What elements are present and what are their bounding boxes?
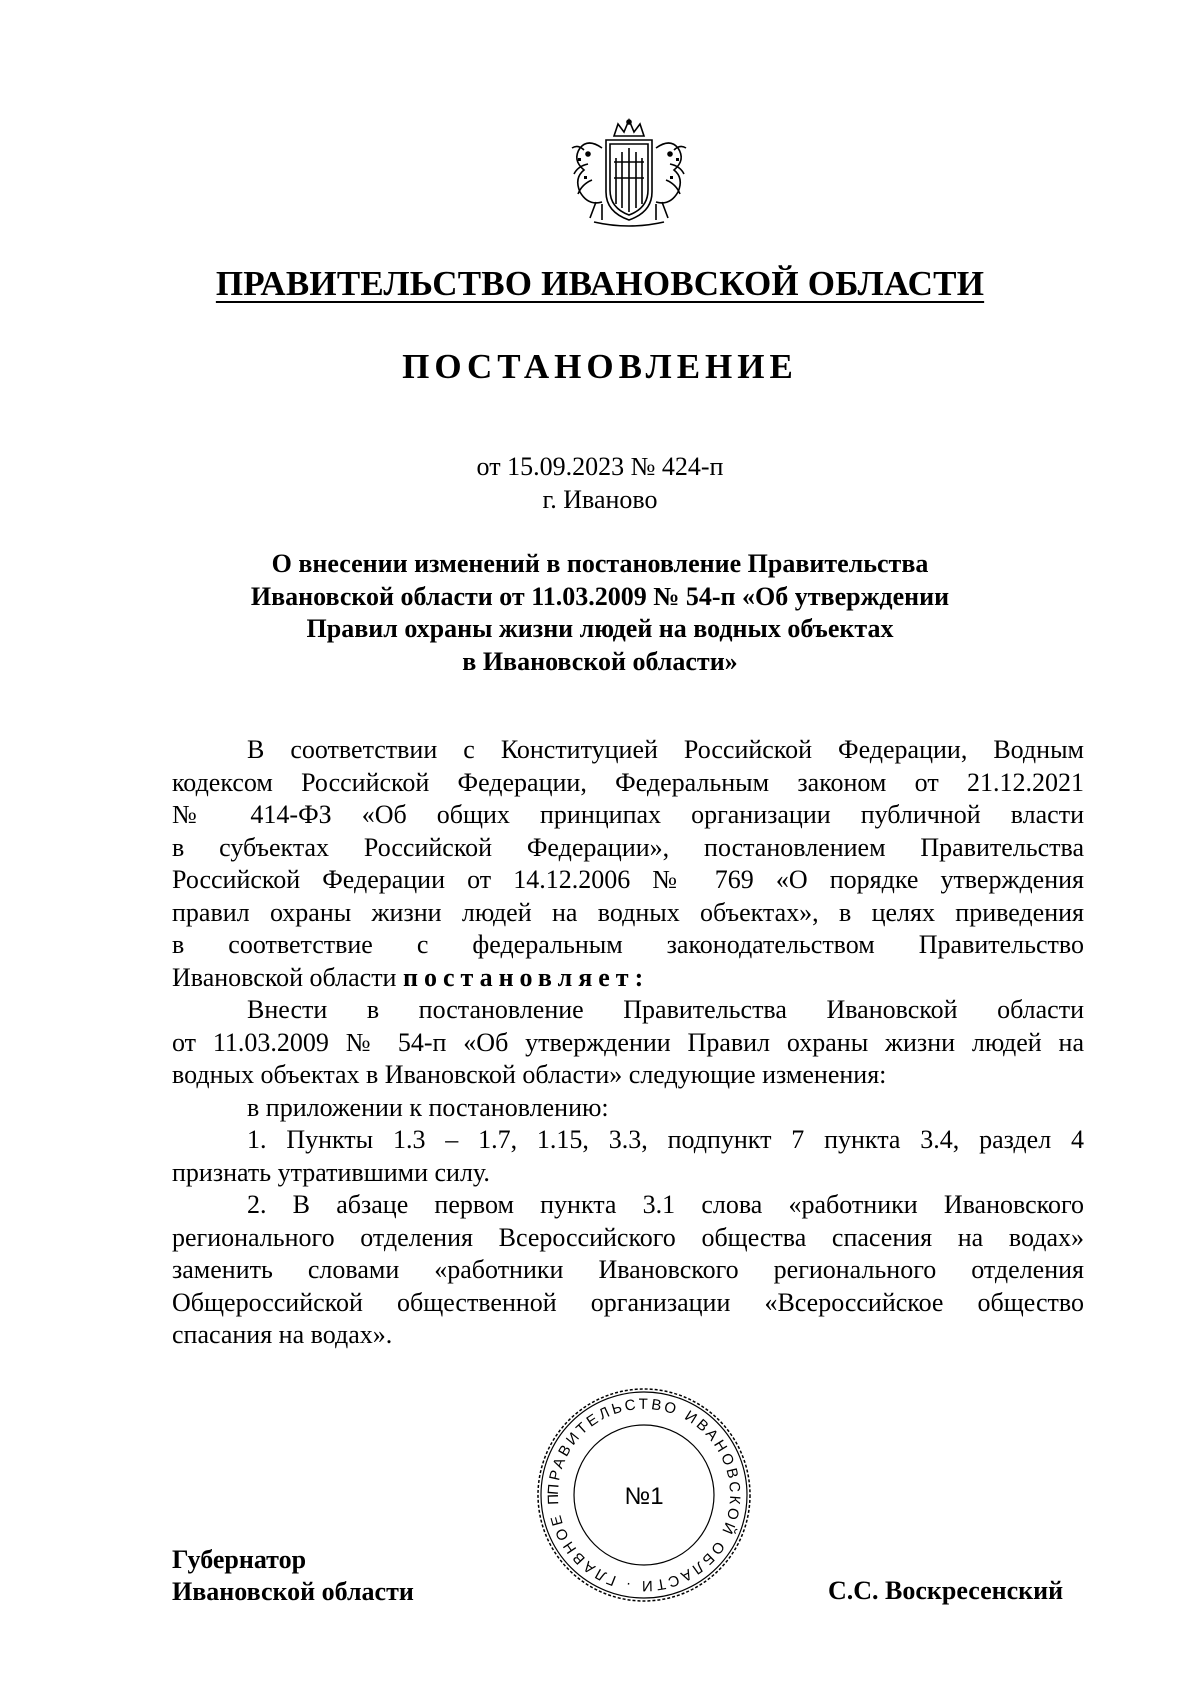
body-line: в субъектах Российской Федерации», постановлением Правительства: [172, 832, 1084, 862]
body-line: спасания на водах».: [172, 1320, 393, 1349]
body-line: [172, 962, 1084, 995]
amend-paragraph: [172, 994, 1084, 1092]
signatory-title: Губернатор: [172, 1545, 307, 1574]
item-1: [172, 1124, 1084, 1189]
body-line: регионального отделения Всероссийского общества спасения на водах»: [172, 1222, 1084, 1252]
body-line: Российской Федерации от 14.12.2006 № 769 «О порядке утверждения: [172, 865, 1084, 894]
decree-word: постановляет:: [402, 962, 650, 992]
stamp-number: №1: [624, 1483, 664, 1510]
body-line: заменить словами «работники Ивановского регионального отделения: [172, 1255, 1084, 1284]
document-date-number: от 15.09.2023 № 424-п: [476, 452, 724, 481]
annex-intro: [172, 1092, 1084, 1125]
preamble-paragraph: [172, 734, 1084, 994]
body-line: в приложении к постановлению:: [247, 1092, 609, 1122]
subject-line: Ивановской области от 11.03.2009 № 54-п «Об утверждении: [250, 581, 950, 611]
document-city: г. Иваново: [542, 485, 658, 514]
subject-line: Правил охраны жизни людей на водных объектах: [306, 614, 894, 643]
subject-line: О внесении изменений в постановление Правительства: [271, 549, 929, 578]
document-type: ПОСТАНОВЛЕНИЕ: [402, 347, 798, 386]
preamble-last-text: Ивановской области: [172, 962, 403, 992]
body-line: от 11.03.2009 № 54-п «Об утверждении Правил охраны жизни людей на: [172, 1027, 1084, 1057]
signatory-name: С.С. Воскресенский: [828, 1576, 1064, 1605]
official-stamp: [532, 1384, 756, 1606]
document-subject: [200, 548, 1000, 678]
body-line: 1. Пункты 1.3 – 1.7, 1.15, 3.3, подпункт 7 пункта 3.4, раздел 4: [247, 1125, 1084, 1154]
body-line: Общероссийской общественной организации «Всероссийское общество: [172, 1287, 1084, 1317]
document-body: [172, 734, 1084, 1352]
coat-of-arms-icon: [558, 118, 700, 230]
signatory-position: [172, 1544, 414, 1608]
subject-line: в Ивановской области»: [462, 646, 738, 676]
item-2: [172, 1189, 1084, 1352]
body-line: водных объектах в Ивановской области» следующие изменения:: [172, 1060, 887, 1089]
signatory-region: Ивановской области: [172, 1577, 414, 1606]
body-line: в соответствие с федеральным законодательством Правительство: [172, 930, 1084, 959]
body-line: правил охраны жизни людей на водных объектах», в целях приведения: [172, 897, 1084, 927]
organization-title: ПРАВИТЕЛЬСТВО ИВАНОВСКОЙ ОБЛАСТИ: [215, 264, 985, 303]
body-line: В соответствии с Конституцией Российской Федерации, Водным: [247, 735, 1084, 764]
body-line: № 414-ФЗ «Об общих принципах организации публичной власти: [172, 800, 1084, 829]
body-line: Внести в постановление Правительства Ивановской области: [247, 995, 1084, 1024]
body-line: 2. В абзаце первом пункта 3.1 слова «работники Ивановского: [247, 1190, 1084, 1219]
body-line: кодексом Российской Федерации, Федеральным законом от 21.12.2021: [172, 767, 1084, 797]
body-line: признать утратившими силу.: [172, 1157, 490, 1187]
stamp-ring-text: ПРАВИТЕЛЬСТВО ИВАНОВСКОЙ ОБЛАСТИ · ГЛАВНОЕ П: [544, 1395, 744, 1595]
